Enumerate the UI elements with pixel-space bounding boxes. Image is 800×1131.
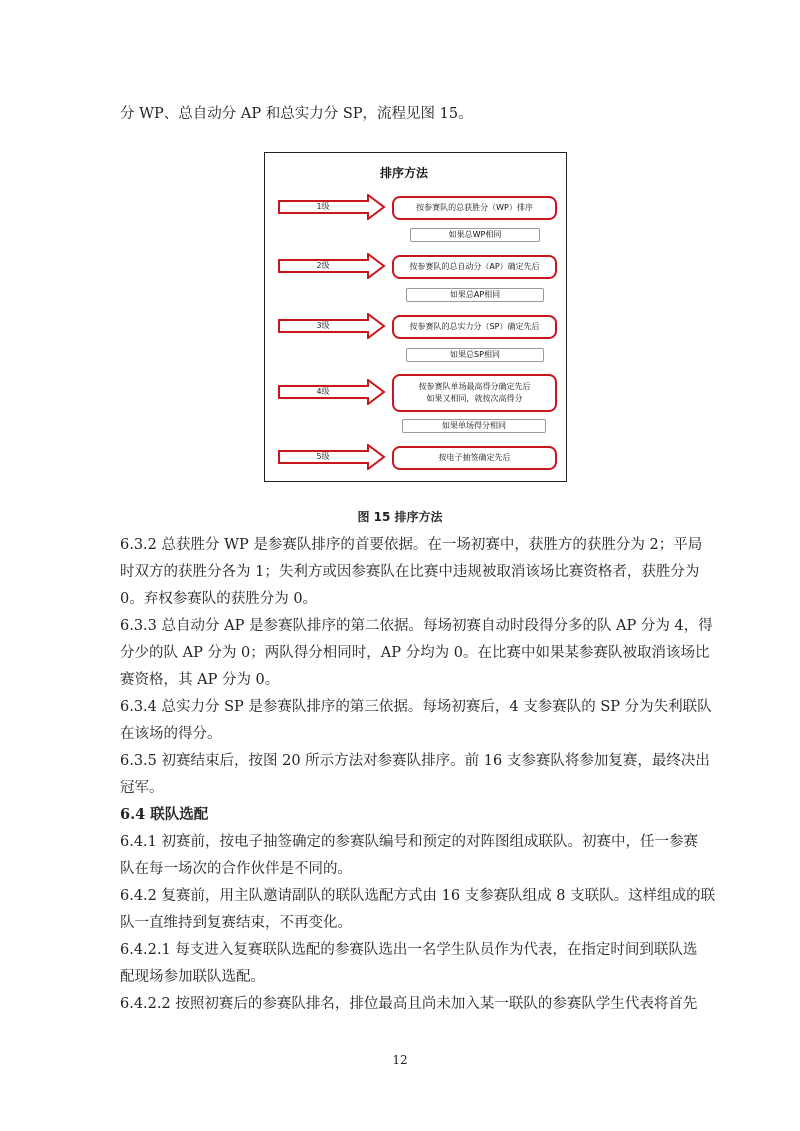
body-line: 队一直维持到复赛结束，不再变化。 <box>120 915 352 931</box>
body-line: 6.3.2 总获胜分 WP 是参赛队排序的首要依据。在一场初赛中，获胜方的获胜分为 2；平局 <box>120 537 703 553</box>
body-line: 6.4.2.1 每支进入复赛联队选配的参赛队选出一名学生队员作为代表，在指定时间到联队选 <box>120 942 698 958</box>
step-text: 按参赛队的总自动分（AP）确定先后 <box>409 262 540 271</box>
condition-box-1: 如果总WP相同 <box>410 228 540 242</box>
body-line: 配现场参加联队选配。 <box>120 969 265 985</box>
level-label: 2级 <box>316 261 330 270</box>
condition-box-3: 如果总SP相同 <box>406 348 544 362</box>
body-line: 赛资格，其 AP 分为 0。 <box>120 672 280 688</box>
body-line: 6.4.2.2 按照初赛后的参赛队排名，排位最高且尚未加入某一联队的参赛队学生代表将首先 <box>120 996 698 1012</box>
step-box-2 <box>392 255 557 279</box>
section-heading: 6.4 联队选配 <box>120 806 209 823</box>
step-text: 按参赛队的总获胜分（WP）排序 <box>416 203 533 212</box>
level-arrow-4 <box>278 379 386 405</box>
level-arrow-5 <box>278 444 386 470</box>
figure-title: 排序方法 <box>380 166 429 180</box>
body-line: 队在每一场次的合作伙伴是不同的。 <box>120 861 352 877</box>
page-number: 12 <box>392 1053 408 1067</box>
body-line: 6.3.5 初赛结束后，按图 20 所示方法对参赛队排序。前 16 支参赛队将参加复赛，最终决出 <box>120 753 710 769</box>
body-line: 6.4.2 复赛前，用主队邀请副队的联队选配方式由 16 支参赛队组成 8 支联队。这样组成的联 <box>120 888 716 904</box>
step-text: 按电子抽签确定先后 <box>438 453 511 462</box>
level-arrow-1 <box>278 194 386 220</box>
level-label: 3级 <box>316 321 330 330</box>
step-box-4 <box>392 374 557 412</box>
step-text: 如果又相同，就按次高得分 <box>426 394 523 403</box>
figure-caption: 图 15 排序方法 <box>357 510 443 524</box>
condition-box-4: 如果单场得分相同 <box>402 419 546 433</box>
condition-box-2: 如果总AP相同 <box>406 288 544 302</box>
body-line: 6.3.4 总实力分 SP 是参赛队排序的第三依据。每场初赛后，4 支参赛队的 SP 分为失利联队 <box>120 699 712 715</box>
step-text: 按参赛队的总实力分（SP）确定先后 <box>409 322 540 331</box>
body-line: 6.3.3 总自动分 AP 是参赛队排序的第二依据。每场初赛自动时段得分多的队 AP 分为 4，得 <box>120 618 713 634</box>
level-label: 1级 <box>316 202 330 211</box>
body-line: 冠军。 <box>120 780 164 796</box>
level-label: 5级 <box>316 452 330 461</box>
step-box-3 <box>392 315 557 339</box>
level-label: 4级 <box>316 387 330 396</box>
step-box-5 <box>392 446 557 470</box>
body-line: 时双方的获胜分各为 1；失利方或因参赛队在比赛中违规被取消该场比赛资格者，获胜分为 <box>120 564 700 580</box>
step-box-1 <box>392 196 557 220</box>
body-line: 分少的队 AP 分为 0；两队得分相同时，AP 分均为 0。在比赛中如果某参赛队被取消该场比 <box>120 645 710 661</box>
body-line: 0。弃权参赛队的获胜分为 0。 <box>120 591 318 607</box>
step-text: 按参赛队单场最高得分确定先后 <box>418 382 531 391</box>
level-arrow-2 <box>278 253 386 279</box>
body-line: 在该场的得分。 <box>120 726 222 742</box>
level-arrow-3 <box>278 313 386 339</box>
intro-line: 分 WP、总自动分 AP 和总实力分 SP，流程见图 15。 <box>120 106 473 122</box>
body-line: 6.4.1 初赛前，按电子抽签确定的参赛队编号和预定的对阵图组成联队。初赛中，任一参赛 <box>120 834 698 850</box>
